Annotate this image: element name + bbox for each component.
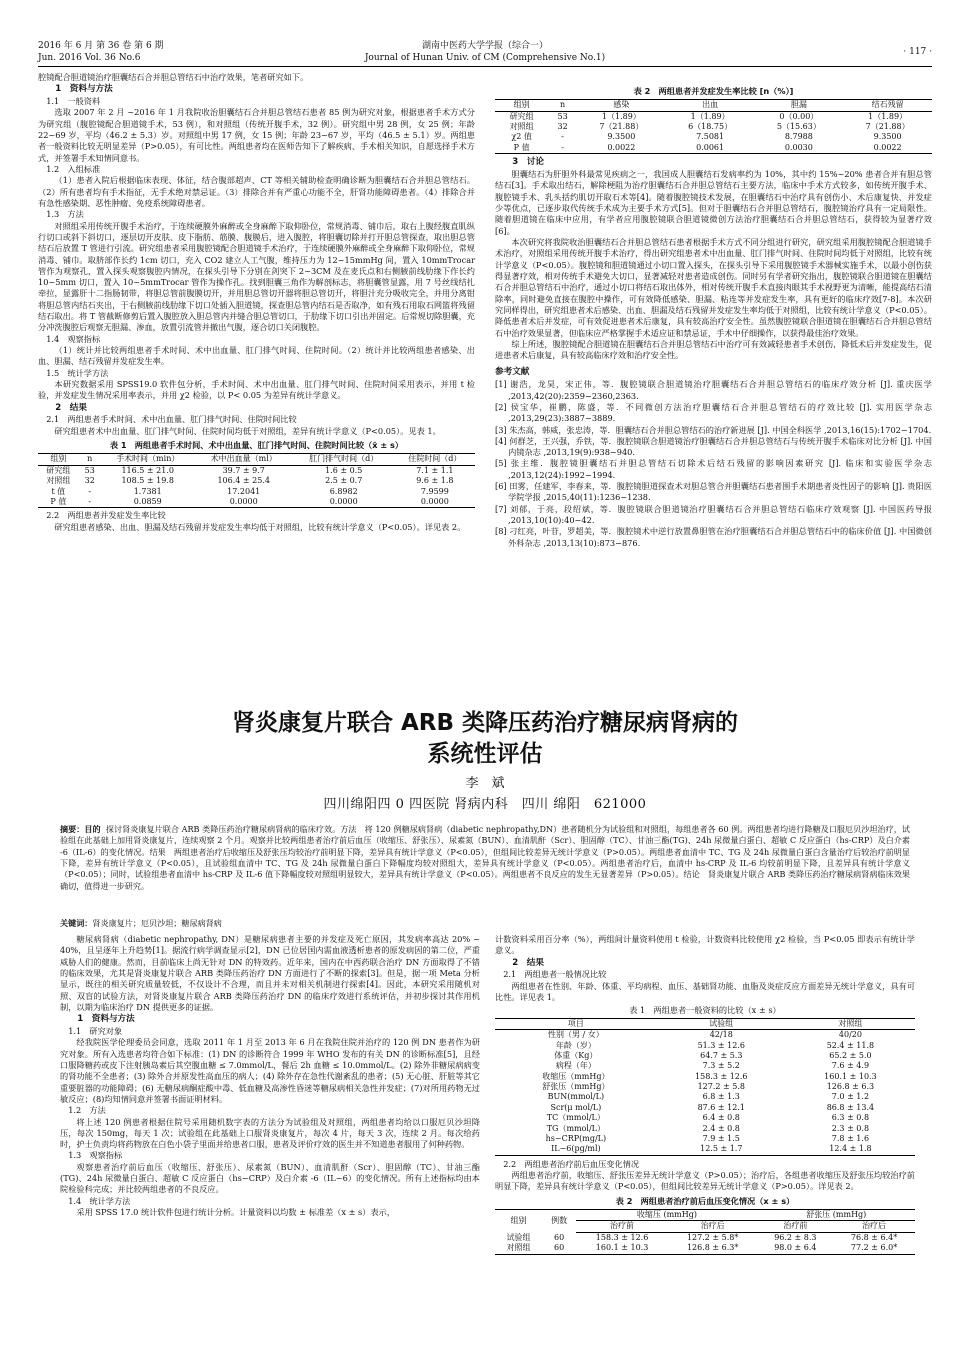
table-cell: 2.3 ± 0.8 xyxy=(831,1123,870,1133)
subsection-heading: 1.3 观察指标 xyxy=(68,1150,123,1161)
abstract-text: 探讨肾炎康复片联合 ARB 类降压药治疗糖尿病肾病的临床疗效。方法 将 120 例糖尿病肾病（diabetic nephropathy,DN）患者随机分为试验组和对照组，每组患者各 60 例。两组患者均进行降糖及口服厄贝沙坦治疗，试验组在此基础上加用肾炎康复片，连续观察 2 个月。观察并比较两组患者治疗前后血压（收缩压、舒张压）、尿素氮（BUN）、血清肌酐（Scr）、胆固醇（TC）、甘油三酯(TG)、24h 尿微量白蛋白、超敏 C 反应蛋白（hs-CRP）及白介素 -6（IL-6）的变化情况。结果 两组患者治疗后收缩压及舒张压均较治疗前明显下降，差异具有统计学意义（P<0.05），但组间比较差异无统计学意义（P>0.05）。两组患者血清中 TC、TG 及 24h 尿微量白蛋白含量治疗后较治疗前明显下降，差异有统计学意义（P<0.05），且试验组血清中 TC、TG 及 24h 尿微量白蛋白下降幅度均较对照组大，差异具有统计学意义（P<0.05）。两组患者治疗后，血清中 hs-CRP 及 IL-6 均较前明显下降，且差异具有统计学意义（P<0.05）；同时，试验组患者血清中 hs-CRP 及 IL-6 值下降幅度较对照组明显较大，差异具有统计学意义（P<0.05）。两组患者不良反应的发生无显著差异（P>0.05）。结论 肾炎康复片联合 ARB 类降压药治疗糖尿病肾病临床效果确切，值得进一步研究。 xyxy=(60,824,910,891)
abstract-label: 摘要：目的 xyxy=(60,824,101,834)
table-cell: 87.6 ± 12.1 xyxy=(697,1102,745,1112)
table-cell: 12.4 ± 1.8 xyxy=(829,1144,872,1154)
table-row xyxy=(495,1124,915,1134)
table-row xyxy=(495,1144,915,1155)
table-cell: 年龄（岁） xyxy=(555,1040,596,1050)
references-heading: 参考文献 xyxy=(495,367,530,378)
article2-title xyxy=(0,708,970,770)
paragraph: 两组患者治疗前，收缩压、舒张压差异无统计学意义（P>0.05）；治疗后，各组患者收缩压及舒张压均较治疗前明显下降，差异具有统计学意义（P<0.05），但组间比较差异无统计学意义（P>0.05）。详见表 2。 xyxy=(495,1170,915,1192)
reference-item: [2] 侯宝华，崔鹏，陈盛，等．不同微创方法治疗胆囊结石合并胆总管结石的疗效比较 [J]. 实用医学杂志 ,2013,29(23):3887−3889. xyxy=(495,401,932,424)
reference-item: [8] 刁红亮，叶苷，罗超美，等．腹腔镜术中逆行放置鼻胆管在治疗胆囊结石合并胆总管结石中的临床价值 [J]. 中国微创外科杂志 ,2013,13(10):873−876. xyxy=(495,526,932,548)
table-cell: Scr(μ mol/L) xyxy=(550,1102,602,1112)
table-cell: 53 xyxy=(84,465,95,475)
table-caption: 表 1 两组患者一般资料的比较（x ± s） xyxy=(629,1005,781,1016)
table-cell: 1（1.89） xyxy=(601,111,641,121)
abstract xyxy=(60,824,910,892)
reference-list xyxy=(495,379,932,549)
subsection-heading: 2.1 两组患者一般情况比较 xyxy=(503,969,607,980)
table-cell: - xyxy=(561,142,564,152)
reference-item: [5] 张主维．腹腔镜胆囊结石并胆总管结石切除术后结石残留的影响因素研究 [J]. 临床和实验医学杂志 ,2013,12(24):1992−1994. xyxy=(495,458,932,480)
table-cell: 96.2 ± 8.3 xyxy=(774,1232,817,1242)
section-heading: 2 结果 xyxy=(512,957,544,968)
table-header: 胆漏 xyxy=(754,100,843,111)
article1-table2 xyxy=(495,99,932,154)
table-cell: 65.2 ± 5.0 xyxy=(829,1050,872,1060)
section-heading: 1 资料与方法 xyxy=(77,1014,135,1025)
table-row xyxy=(495,1030,915,1041)
paragraph: 本次研究将我院收治胆囊结石合并胆总管结石患者根据手术方式不同分组进行研究，研究组采用腹腔镜配合胆道镜手术治疗，对照组采用传统开腹手术治疗，得出研究组患者术中出血量、肛门排气时间、住院时间均低于对照组，比较有统计学意义（P<0.05）。腹腔镜和胆道镜通过小切口置入探头，在探头引导下采用腹腔镜手术器械实施手术，以最小创伤获得显著疗效，相对传统手术避免大切口，显著减轻对患者造成创伤。同时另有学者研究指出，腹腔镜联合胆道镜在胆囊结石合并胆总管结石中治疗，通过小切口将结石取出体外，相对传统开腹手术直接肉眼其手术视野更为清晰，能提高结石清除率，同时避免直接在腹腔中操作，可有效降低感染、胆漏、粘连等并发症发生率，具有更好的临床疗效[7-8]。本次研究同样得出，研究组患者术后感染、出血、胆漏及结石残留并发症发生率均低于对照组，比较有统计学意义（P<0.05）。降低患者术后并发症，可有效促进患者术后康复，具有较高治疗安全性。虽然腹腔镜联合胆道镜在胆囊结石合并胆总管结石中治疗效果显著，但临床应严格掌握手术适应证和禁忌证，手术中仔细操作，以获得最佳治疗效果。 xyxy=(495,237,932,338)
paragraph: 选取 2007 年 2 月 ~2016 年 1 月我院收治胆囊结石合并胆总管结石患者 85 例为研究对象，根据患者手术方式分为研究组（腹腔镜配合胆道镜手术，53 例），和对照组（传统开腹手术，32 例）。研究组中男 28 例，女 25 例；年龄 22~69 岁，平均（46.2 ± 5.3）岁。对照组中男 17 例，女 15 例；年龄 23~67 岁，平均（46.5 ± 5.1）岁。两组患者一般资料比较无明显差异（P>0.05），有可比性。两组患者均在医师告知下了解疾病、手术相关知识，自愿选择手术方式，并签署手术知情同意书。 xyxy=(38,107,475,163)
table-row xyxy=(495,1103,915,1113)
table-cell: TG（mmol/L） xyxy=(546,1123,605,1133)
table-cell: 7.1 ± 1.1 xyxy=(416,465,454,475)
table-header: 出血 xyxy=(666,100,755,111)
table-cell: 158.3 ± 12.6 xyxy=(695,1071,748,1081)
paragraph: 综上所述，腹腔镜配合胆道镜在胆囊结石合并胆总管结石中治疗可有效减轻患者手术创伤，降低术后并发症发生，促进患者术后康复，具有较高临床疗效和治疗安全性。 xyxy=(495,338,932,361)
table-row xyxy=(38,476,475,486)
table-cell: 1（1.89） xyxy=(690,111,730,121)
table-cell: 12.5 ± 1.7 xyxy=(700,1144,743,1154)
table-cell: 7.5081 xyxy=(696,132,725,142)
table-cell: 126.8 ± 6.3* xyxy=(686,1243,739,1253)
paragraph: 两组患者在性别、年龄、体重、平均病程、血压、基础肾功能、血脂及炎症反应方面差异无统计学意义，具有可比性。详见表 1。 xyxy=(495,980,915,1003)
section-heading: 3 讨论 xyxy=(512,157,544,168)
subsection-heading: 1.2 入组标准 xyxy=(46,164,101,175)
table-row xyxy=(495,143,932,154)
paragraph: 采用 SPSS 17.0 统计软件包进行统计分析。计量资料以均数 ± 标准差（x ± s）表示， xyxy=(76,1207,396,1218)
table-cell: 2.5 ± 0.7 xyxy=(325,476,363,486)
table-cell: 60 xyxy=(554,1232,565,1242)
table-cell: 8.7988 xyxy=(784,132,813,142)
journal-name-en: Journal of Hunan Univ. of CM (Comprehensive No.1) xyxy=(364,53,606,63)
table-cell: 6.8982 xyxy=(329,486,358,496)
paragraph: 经我院医学伦理委员会同意，选取 2011 年 1 月至 2013 年 6 月在我院住院并治疗的 120 例 DN 患者作为研究对象。所有入选患者均符合如下标准：(1) DN 的诊断符合 1999 年 WHO 发布的有关 DN 的诊断标准[5]，且经口服降糖药或皮下注射胰岛素后其空腹血糖 ≤ 7.0mmol/L，餐后 2h 血糖 ≤ 10.0mmol/L。(2) 除外非糖尿病病变的肾功能不全患者；(3) 除外合并原发性高血压的病人；(4) 除外存在急性代谢紊乱的患者；(5) 无心脏、肝脏等其它重要脏器的功能障碍；(6) 无糖尿病酮症酸中毒、低血糖及高渗性昏迷等糖尿病相关急性并发症；(7)对所用药物无过敏反应；(8)均知情同意并签署书面证明材料。 xyxy=(60,1037,480,1104)
table-cell: 9.3500 xyxy=(873,132,902,142)
header-issue-en: Jun. 2016 Vol. 36 No.6 xyxy=(38,53,141,63)
table-header: 对照组 xyxy=(786,1018,915,1029)
reference-item: [3] 朱杰高，韩威，张忠涛，等．胆囊结石合并胆总管结石的治疗新进展 [J]. 中国全科医学 ,2013,16(15):1702−1704. xyxy=(495,424,932,435)
table-cell: 7.0 ± 1.2 xyxy=(831,1092,870,1102)
table-cell: 0.0022 xyxy=(873,142,902,152)
keywords-label: 关键词： xyxy=(60,918,93,928)
table-row xyxy=(495,1113,915,1123)
table-cell: 舒张压（mmHg） xyxy=(542,1082,610,1092)
table-row xyxy=(495,1061,915,1071)
table-header: 组别 xyxy=(495,100,548,111)
table-row xyxy=(38,465,475,476)
table-cell: P 值 xyxy=(50,496,67,506)
table-row xyxy=(495,1082,915,1092)
table-cell: 76.8 ± 6.4* xyxy=(850,1232,898,1242)
table-cell: 对照组 xyxy=(506,1243,531,1253)
table-cell: 126.8 ± 6.3 xyxy=(826,1082,875,1092)
table-cell: 7.6 ± 4.9 xyxy=(831,1061,870,1071)
article2-right-column xyxy=(495,934,915,1255)
reference-item: [4] 何群芝，王兴强，乔铁，等．腹腔镜联合胆道镜治疗胆囊结石合并胆总管结石与传统开腹手术临床对比分析 [J]. 中国内镜杂志 ,2013,19(9):938−940. xyxy=(495,435,932,458)
table-header: n xyxy=(79,454,101,465)
table-cell: 1.7381 xyxy=(133,486,162,496)
paragraph: 研究组患者术中出血量、肛门排气时间、住院时间均低于对照组，差异有统计学意义（P<0.05）。见表 1。 xyxy=(54,425,441,436)
table-cell: 7.8 ± 1.6 xyxy=(831,1134,870,1144)
table-cell: - xyxy=(88,486,92,496)
table-cell: BUN(mmol/L) xyxy=(547,1092,605,1102)
table-cell: 体重（Kg） xyxy=(554,1050,598,1060)
table-cell: hs−CRP(mg/L) xyxy=(545,1134,607,1144)
table-header: 项目 xyxy=(495,1018,657,1029)
table-header: n xyxy=(548,100,577,111)
table-cell: 1（1.89） xyxy=(868,111,908,121)
reference-item: [7] 刘郁，于亮，段绍斌，等．腹腔镜联合胆道镜治疗胆囊结石合并胆总管结石临床疗效观察 [J]. 中国医药导报 ,2013,10(10):40−42. xyxy=(495,503,932,526)
table-cell: 7.9599 xyxy=(420,486,449,496)
subsection-heading: 1.5 统计学方法 xyxy=(46,367,109,378)
table-cell: 7（21.88） xyxy=(599,122,644,132)
table-header: 治疗前 xyxy=(576,1221,668,1232)
table-cell: 53 xyxy=(557,111,568,121)
table-cell: 6（18.75） xyxy=(688,122,733,132)
table-cell: 0.0000 xyxy=(329,496,358,506)
table-row xyxy=(495,1051,915,1061)
subsection-heading: 1.3 方法 xyxy=(46,209,84,220)
table-cell: - xyxy=(561,132,564,142)
table-row xyxy=(495,1072,915,1082)
table-cell: P 值 xyxy=(513,142,530,152)
table-cell: 9.3500 xyxy=(607,132,636,142)
table-cell: 研究组 xyxy=(509,111,534,121)
paragraph: 研究组患者感染、出血、胆漏及结石残留并发症发生率均低于对照组，比较有统计学意义（P<0.05）。详见表 2。 xyxy=(54,521,466,532)
table-cell: 对照组 xyxy=(46,476,71,486)
table-header: 术中出血量（ml） xyxy=(195,454,293,465)
journal-name-cn: 湖南中医药大学学报（综合一） xyxy=(421,41,548,51)
table-cell: 160.1 ± 10.3 xyxy=(595,1243,649,1253)
table-cell: 0.0859 xyxy=(133,496,162,506)
article1-left-column xyxy=(38,72,475,533)
author-name: 李 斌 xyxy=(465,776,505,791)
subsection-heading: 1.1 研究对象 xyxy=(68,1026,123,1037)
table-cell: 7.9 ± 1.5 xyxy=(702,1134,740,1144)
article2-left-column xyxy=(60,934,480,1218)
table-header: 例数 xyxy=(551,1216,568,1225)
reference-item: [1] 谢浩，龙昊，宋正伟，等．腹腔镜联合胆道镜治疗胆囊结石合并胆总管结石的临床疗效分析 [J]. 重庆医学 ,2013,42(20):2359−2360,2363. xyxy=(495,379,932,401)
table-cell: 86.8 ± 13.4 xyxy=(826,1102,875,1112)
table-cell: 160.1 ± 10.3 xyxy=(824,1071,877,1081)
table-caption: 表 2 两组患者并发症发生率比较 [n（%）] xyxy=(633,86,794,96)
table-cell: 77.2 ± 6.0* xyxy=(850,1243,898,1253)
paragraph: （1）患者入院后根据临床表现、体征，结合腹部超声、CT 等相关辅助检查明确诊断为胆囊结石合并胆总管结石。（2）所有患者均有手术指征，无手术绝对禁忌证。（3）排除合并有严重心功能不全，肝肾功能障碍患者。（4）排除合并有急性感染期、恶性肿瘤、免疫系统障碍患者。 xyxy=(38,175,475,208)
article2-table1 xyxy=(495,1018,915,1156)
table-header: 手术时间（min） xyxy=(101,454,195,465)
table-row xyxy=(495,132,932,142)
table-cell: 6.4 ± 0.8 xyxy=(702,1113,740,1123)
table-cell: 收缩压（mmHg） xyxy=(542,1071,610,1081)
table-cell: 40/20 xyxy=(838,1030,862,1040)
table-caption: 表 2 两组患者治疗前后血压变化情况（x ± s） xyxy=(615,1195,795,1206)
table-cell: 7（21.88） xyxy=(865,122,910,132)
table-cell: 158.3 ± 12.6 xyxy=(595,1232,649,1242)
table-cell: 7.3 ± 5.2 xyxy=(702,1061,740,1071)
table-header: 组别 xyxy=(38,454,79,465)
subsection-heading: 2.2 两组患者治疗前后血压变化情况 xyxy=(503,1158,640,1169)
subsection-heading: 2.1 两组患者手术时间、术中出血量、肛门排气时间、住院时间比较 xyxy=(46,414,297,425)
table-cell: 39.7 ± 9.7 xyxy=(222,465,265,475)
table-header: 治疗前 xyxy=(758,1221,834,1232)
table-cell: 6.8 ± 1.3 xyxy=(702,1092,740,1102)
table-header: 治疗后 xyxy=(668,1221,758,1232)
table-cell: 0.0030 xyxy=(784,142,813,152)
subsection-heading: 1.2 方法 xyxy=(68,1105,106,1116)
table-cell: 32 xyxy=(557,122,568,132)
subsection-heading: 1.4 观察指标 xyxy=(46,333,101,344)
table-cell: 108.5 ± 19.8 xyxy=(121,476,174,486)
paragraph: 胆囊结石为肝胆外科最常见疾病之一，我国成人胆囊结石发病率约为 10%，其中约 15%~20% 患者合并有胆总管结石[3]。手术取出结石，解除梗阻为治疗胆囊结石合并胆总管结石主要方法，临床中手术方式较多，如传统开腹手术、腹腔镜手术、乳头括约肌切开取石术等[4]。随着腹腔镜技术发展，在胆囊结石中治疗具有创伤小、术后康复快、并发症少等优点，已逐步取代传统手术成为主要手术方式[5]。但对于胆囊结石合并胆总管结石，腹腔镜治疗具有一定局限性。随着胆道镜在临床中应用，有学者应用腹腔镜联合胆道镜微创方法治疗胆囊结石合并胆总管结石，获得较为显著疗效[6]。 xyxy=(495,169,932,236)
paragraph: 计数资料采用百分率（%），两组间计量资料使用 t 检验，计数资料比较使用 χ2 检验，当 P<0.05 即表示有统计学意义。 xyxy=(495,934,915,956)
table-cell: 2.4 ± 0.8 xyxy=(702,1123,740,1133)
table-cell: 对照组 xyxy=(509,122,534,132)
table-cell: 98.0 ± 6.4 xyxy=(774,1243,817,1253)
paragraph: 腔镜配合胆道镜治疗胆囊结石合并胆总管结石中治疗效果，笔者研究如下。 xyxy=(38,72,309,82)
table-cell: 病程（年） xyxy=(555,1061,596,1071)
table-cell: IL−6(pg/ml) xyxy=(551,1144,601,1154)
table-row xyxy=(495,1092,915,1102)
table-cell: 1.6 ± 0.5 xyxy=(325,465,363,475)
table-cell: 52.4 ± 11.8 xyxy=(826,1040,875,1050)
section-heading: 1 资料与方法 xyxy=(55,84,113,95)
table-row xyxy=(495,122,932,132)
table-cell: 127.2 ± 5.8 xyxy=(697,1082,745,1092)
subsection-heading: 1.4 统计学方法 xyxy=(68,1195,131,1206)
table-header: 住院时间（d） xyxy=(395,454,475,465)
table-caption: 表 1 两组患者手术时间、术中出血量、肛门排气时间、住院时间比较（x̄ ± s） xyxy=(109,440,404,451)
table-row xyxy=(495,111,932,122)
table-cell: TC（mmol/L） xyxy=(546,1113,605,1123)
author-affiliation: 四川绵阳四 0 四医院 肾病内科 四川 绵阳 621000 xyxy=(323,797,647,812)
table-group-header: 舒张压 (mmHg) xyxy=(758,1210,915,1221)
table-group-header: 收缩压 (mmHg) xyxy=(576,1210,757,1221)
table-cell: 42/18 xyxy=(709,1030,733,1040)
keywords-text: 肾炎康复片；厄贝沙坦；糖尿病肾病 xyxy=(92,918,222,928)
table-row xyxy=(495,1041,915,1051)
paragraph: 本研究数据采用 SPSS19.0 软件包分析，手术时间、术中出血量、肛门排气时间、住院时间采用表示，并用 t 检验，并发症发生情况采用率表示，并用 χ2 检验，以 P< 0.05 为差异有统计学意义。 xyxy=(38,378,475,401)
running-header xyxy=(38,40,932,67)
table-cell: 0.0022 xyxy=(607,142,636,152)
table-cell: 127.2 ± 5.8* xyxy=(686,1232,739,1242)
table-header: 肛门排气时间（d） xyxy=(293,454,395,465)
article1-right-column xyxy=(495,72,932,549)
table-cell: 17.2041 xyxy=(227,486,261,496)
table-row xyxy=(495,1134,915,1144)
table-row xyxy=(38,497,475,508)
table-cell: 106.4 ± 25.4 xyxy=(217,476,270,486)
table-cell: 60 xyxy=(554,1243,565,1253)
keywords xyxy=(60,918,910,929)
table-cell: - xyxy=(88,496,92,506)
table-cell: 研究组 xyxy=(46,465,71,475)
reference-item: [6] 田雾，任建军，李春来，等．腹腔镜胆道探查术对胆总管合并胆囊结石患者围手术期患者炎性因子的影响 [J]. 贵阳医学院学报 ,2015,40(11):1236−1238. xyxy=(495,481,932,503)
header-issue-cn: 2016 年 6 月 第 36 卷 第 6 期 xyxy=(38,41,164,51)
page-number: · 117 · xyxy=(903,47,932,57)
table-cell: 51.3 ± 12.6 xyxy=(697,1040,745,1050)
paragraph: （1）统计并比较两组患者手术时间、术中出血量、肛门排气时间、住院时间。（2）统计并比较两组患者感染、出血、胆漏、结石残留并发症发生率。 xyxy=(38,345,475,367)
title-line: 肾炎康复片联合 ARB 类降压药治疗糖尿病肾病的 xyxy=(231,710,739,736)
article2-table2 xyxy=(495,1209,915,1255)
table-cell: 试验组 xyxy=(506,1232,531,1242)
table-cell: 5（15.63） xyxy=(776,122,821,132)
table-cell: 性别（男 / 女） xyxy=(547,1030,604,1040)
table-cell: 64.7 ± 5.3 xyxy=(700,1050,743,1060)
title-line: 系统性评估 xyxy=(427,741,543,767)
paragraph: 对照组采用传统开腹手术治疗，于连续硬膜外麻醉或全身麻醉下取仰卧位，常规消毒、铺巾后，取右上腹经腹直肌纵行切口或斜下斜切口，逐层切开皮肤、皮下脂肪、筋膜、腹膜后，进入腹腔，将胆囊切除并打开胆总管探查，取出胆总管结石后放置 T 管进行引流。研究组患者采用腹腔镜配合胆道镜手术治疗，于连续硬膜外麻醉或全身麻醉下取仰卧位，常规消毒、铺巾。取脐部作长约 1cm 切口，充入 CO2 建立人工气腹，维持压力为 12~15mmHg 间，置入 10mmTrocar 管作为观察孔，置入探头观察腹腔内情况，在探头引导下分别在剑突下 2~3CM 及在麦氏点和右侧腋前线肋缘下作长约 10~5mm 切口，置入 10~5mmTrocar 管作为操作孔。找到胆囊三角作为解剖标志，将胆囊管显露，用 7 号丝线结扎牵拉，显露肝十二指肠韧带，将胆总管前腹膜切开，并用胆总管切开器将胆总管切开，将胆汁充分吸收完全，并用分离钳将胆总管内结石夹出，于右侧腋前线肋缘下切口处插入胆道镜，探查胆总管内结石是否取净，如有残石用取石网篮将残留结石取出。将 T 管截断修剪后置入腹腔放入胆总管内并缝合胆总管切口，于肋缘下切口引出并固定。后常规切除胆囊，充分冲洗腹腔后观察无胆漏、渗血，放置引流管并撤出气腹，逐合切口关闭腹腔。 xyxy=(38,220,475,333)
table-header: 感染 xyxy=(577,100,666,111)
table-cell: 6.3 ± 0.8 xyxy=(831,1113,870,1123)
table-cell: 9.6 ± 1.8 xyxy=(416,476,454,486)
table-cell: 0.0000 xyxy=(229,496,258,506)
table-cell: t 值 xyxy=(51,486,66,496)
article1-table1 xyxy=(38,453,475,508)
table-header: 结石残留 xyxy=(843,100,932,111)
header-center xyxy=(38,40,932,64)
table-cell: 32 xyxy=(84,476,95,486)
table-header: 治疗后 xyxy=(833,1221,915,1232)
paragraph: 观察患者治疗前后血压（收缩压、舒张压）、尿素氮（BUN）、血清肌酐（Scr）、胆固醇（TC）、甘油三酯(TG)、24h 尿微量白蛋白、超敏 C 反应蛋白（hs−CRP）及白介素 -6（IL−6）的变化情况。所有上述指标均由本院检验科完成；并比较两组患者的不良反应。 xyxy=(60,1161,480,1195)
table-cell: 0（0.00） xyxy=(779,111,819,121)
section-heading: 2 结果 xyxy=(55,402,87,413)
table-cell: χ2 值 xyxy=(511,132,532,142)
paragraph: 将上述 120 例患者根据住院号采用随机数字表的方法分为试验组及对照组，两组患者均给以口服厄贝沙坦降压，每次 150mg，每天 1 次；试验组在此基础上口服肾炎康复片，每次 4 片，每天 3 次，连续 2 月。每次给药时，护士负责均将药物放在白色小袋子里面并给患者口服，患者及评价疗效的医生并不知道患者服用了何种药物。 xyxy=(60,1116,480,1150)
table-row xyxy=(495,1232,915,1243)
table-cell: 116.5 ± 21.0 xyxy=(121,465,174,475)
table-header: 组别 xyxy=(510,1216,527,1225)
paragraph: 糖尿病肾病（diabetic nephropathy, DN）是糖尿病患者主要的并发症及死亡原因，其发病率高达 20% ~ 40%，且呈逐年上升趋势[1]。据流行病学调查显示[2]，DN 已位居国内需血液透析患者的原发病因的第二位，严重威胁人们的健康。然而，目前临床上尚无针对 DN 的特效药。近年来，国内在中西药联合治疗 DN 方面取得了不错的临床效果，尤其是肾炎康复片联合 ARB 类降压药治疗 DN 方面进行了不断的探索[3]。但是，据一项 Meta 分析显示，既往的相关研究质量较低，不仅设计不合理，而且并未对相关机制进行探索[4]。因此，本研究采用随机对照、双盲的试验方法，对肾炎康复片联合 ARB 类降压药治疗 DN 的临床疗效进行系统评估，并初步探讨其作用机制，以期为临床治疗 DN 提供更多的证据。 xyxy=(60,934,480,1012)
subsection-heading: 1.1 一般资料 xyxy=(46,96,101,107)
table-cell: 0.0061 xyxy=(696,142,725,152)
table-row xyxy=(495,1243,915,1254)
subsection-heading: 2.2 两组患者并发症发生率比较 xyxy=(46,510,166,521)
table-row xyxy=(38,487,475,497)
table-cell: 0.0000 xyxy=(420,496,449,506)
table-header: 试验组 xyxy=(657,1018,786,1029)
